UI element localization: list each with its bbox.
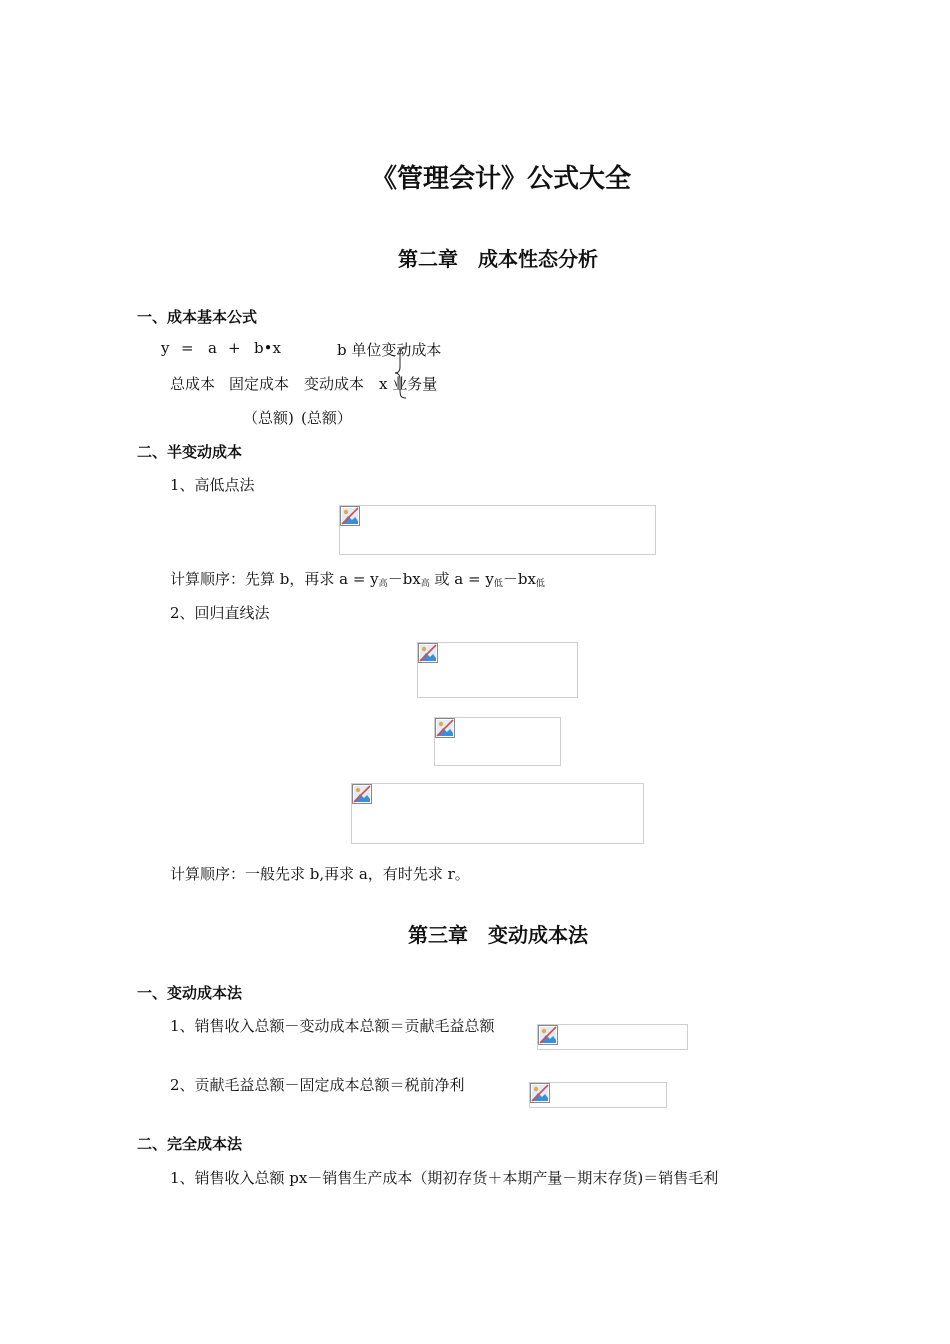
formula-y: y <box>161 339 170 357</box>
label-fixed-cost: 固定成本 <box>229 375 290 393</box>
formula-image-regression-b <box>417 642 578 698</box>
chapter-2-heading: 第二章 成本性态分析 <box>398 247 598 271</box>
broken-image-icon <box>352 784 372 804</box>
section-absorption-costing-heading: 二、完全成本法 <box>137 1135 243 1153</box>
calc-order-regression: 计算顺序：一般先求 b,再求 a，有时先求 r。 <box>170 865 470 883</box>
calc-order-high-low: 计算顺序：先算 b，再求 $a = y_高-bx_高$ 或 $a = y_低-bx_低$ <box>170 570 545 589</box>
label-variable-cost: 变动成本 <box>304 375 365 393</box>
label-total-amount-2: (总额） <box>301 409 352 427</box>
formula-image-regression-a <box>434 717 561 766</box>
section-cost-basic-formula-heading: 一、成本基本公式 <box>137 308 258 326</box>
formula-image-regression-r <box>351 783 644 844</box>
method-regression-line: 2、回归直线法 <box>170 604 270 622</box>
chapter-3-heading: 第三章 变动成本法 <box>408 923 588 947</box>
absorption-costing-item-1: 1、销售收入总额 px－销售生产成本（期初存货＋本期产量－期末存货)＝销售毛利 <box>170 1169 719 1187</box>
section-variable-costing-heading: 一、变动成本法 <box>137 984 243 1002</box>
note-b-unit-variable-cost: b 单位变动成本 <box>337 341 442 359</box>
section-semi-variable-cost-heading: 二、半变动成本 <box>137 443 243 461</box>
formula-image-pretax-profit <box>529 1082 667 1108</box>
method-high-low-point: 1、高低点法 <box>170 476 255 494</box>
variable-costing-item-1: 1、销售收入总额－变动成本总额＝贡献毛益总额 <box>170 1017 495 1035</box>
variable-costing-item-2: 2、贡献毛益总额－固定成本总额＝税前净利 <box>170 1076 465 1094</box>
broken-image-icon <box>418 643 438 663</box>
formula-plus: + <box>228 339 241 357</box>
formula-image-contribution-margin <box>537 1024 688 1050</box>
note-x-business-volume: x 业务量 <box>379 375 438 393</box>
formula-equals: = <box>181 339 194 357</box>
formula-bx: b•x <box>254 339 281 357</box>
label-total-amount-1: （总额) <box>243 409 294 427</box>
broken-image-icon <box>340 506 360 526</box>
formula-image-high-low <box>339 505 656 555</box>
broken-image-icon <box>538 1025 558 1045</box>
label-total-cost: 总成本 <box>170 375 216 393</box>
broken-image-icon <box>530 1083 550 1103</box>
broken-image-icon <box>435 718 455 738</box>
formula-a: a <box>208 339 217 357</box>
document-title: 《管理会计》公式大全 <box>370 164 631 194</box>
